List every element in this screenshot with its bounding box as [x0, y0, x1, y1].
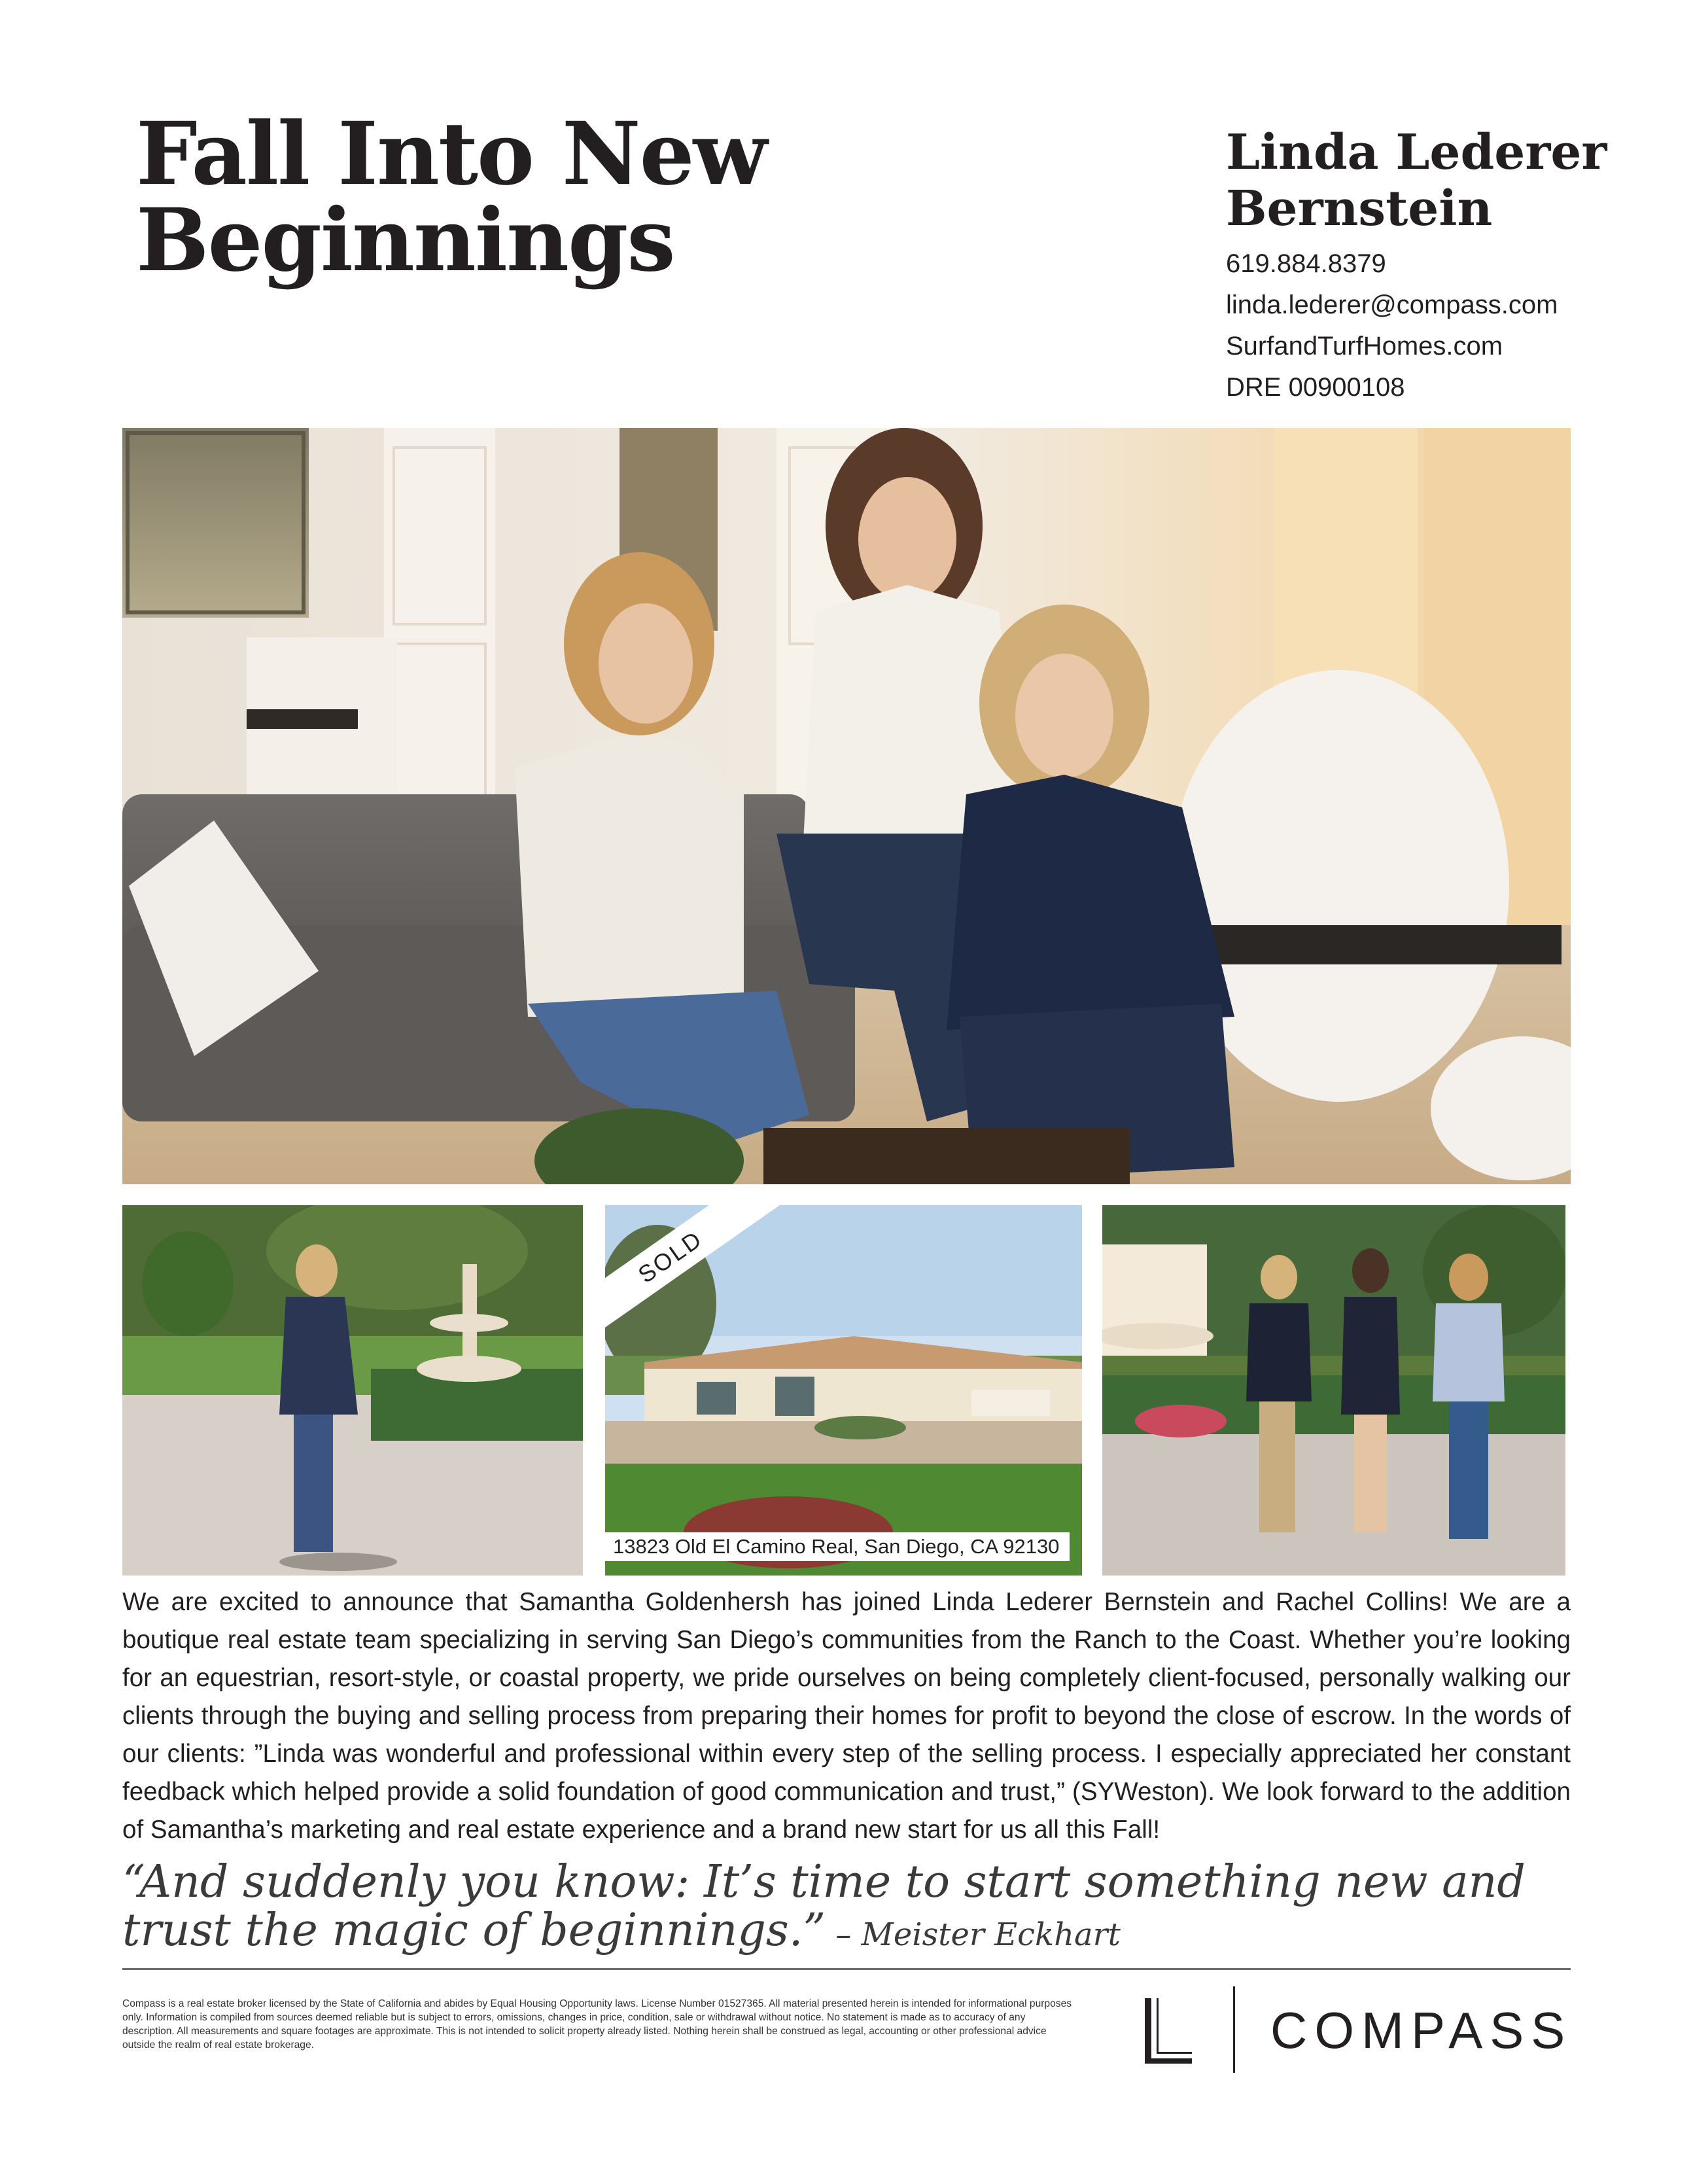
luxury-l-logo-icon — [1142, 1996, 1195, 2066]
headline — [136, 103, 986, 291]
legal-disclaimer: Compass is a real estate broker licensed by the State of California and abides by Equal Housing Opportunity laws. License Number 01527365. All material presented herein is intended for informational purposes only. Information is compiled from sources deemed reliable but is subject to errors, omissions, changes in price, condition, sale or withdrawal without notice. No statement is made as to accuracy of any description. All measurements and square footages are approximate. This is not intended to solicit property already listed. Nothing herein shall be construed as legal, accounting or other professional advice outside the realm of real estate brokerage. — [122, 1998, 1072, 2051]
agent-phone[interactable]: 619.884.8379 — [1226, 249, 1386, 278]
agent-contact-block — [1226, 243, 1645, 408]
agent-walking-photo — [122, 1205, 583, 1576]
sold-house-photo — [605, 1205, 1082, 1576]
agent-website[interactable]: SurfandTurfHomes.com — [1226, 332, 1503, 361]
hero-team-photo — [122, 428, 1571, 1184]
agent-email[interactable]: linda.lederer@compass.com — [1226, 291, 1558, 319]
headline-line-2: Beginnings — [136, 190, 674, 291]
agent-license: DRE 00900108 — [1226, 373, 1405, 402]
headline-line-1: Fall Into New — [136, 103, 767, 205]
logo-divider — [1233, 1986, 1235, 2073]
quote-line-1: “And suddenly you know: It’s time to start something new and — [122, 1856, 1526, 1908]
team-walking-photo — [1102, 1205, 1565, 1576]
sold-ribbon: SOLD — [605, 1205, 805, 1360]
agent-name-line-2: Bernstein — [1226, 181, 1493, 237]
pull-quote — [122, 1858, 1571, 1959]
footer-divider — [122, 1968, 1571, 1970]
announcement-paragraph: We are excited to announce that Samantha Goldenhersh has joined Linda Lederer Bernstein and Rachel Collins! We are a boutique real estate team specializing in serving San Diego’s communities from the Ranch to the Coast. Whether you’re looking for an equestrian, resort-style, or coastal property, we pride ourselves on being completely client-focused, personally walking our clients through the buying and selling process from preparing their homes for profit to beyond the close of escrow. In the words of our clients: ”Linda was wonderful and professional within every step of the selling process. I especially appreciated her constant feedback which helped provide a solid foundation of good communication and trust,” (SYWeston). We look forward to the addition of Samantha’s marketing and real estate experience and a brand new start for us all this Fall! — [122, 1588, 1571, 1844]
agent-name-line-1: Linda Lederer — [1226, 124, 1607, 181]
agent-name — [1226, 124, 1645, 237]
quote-attribution: – Meister Eckhart — [826, 1916, 1121, 1953]
quote-line-2-text: trust the magic of beginnings.” — [122, 1905, 826, 1956]
compass-logo[interactable]: COMPASS — [1270, 2001, 1573, 2059]
sold-address-label: 13823 Old El Camino Real, San Diego, CA 92130 — [605, 1532, 1070, 1561]
quote-line-2 — [122, 1907, 1571, 1959]
